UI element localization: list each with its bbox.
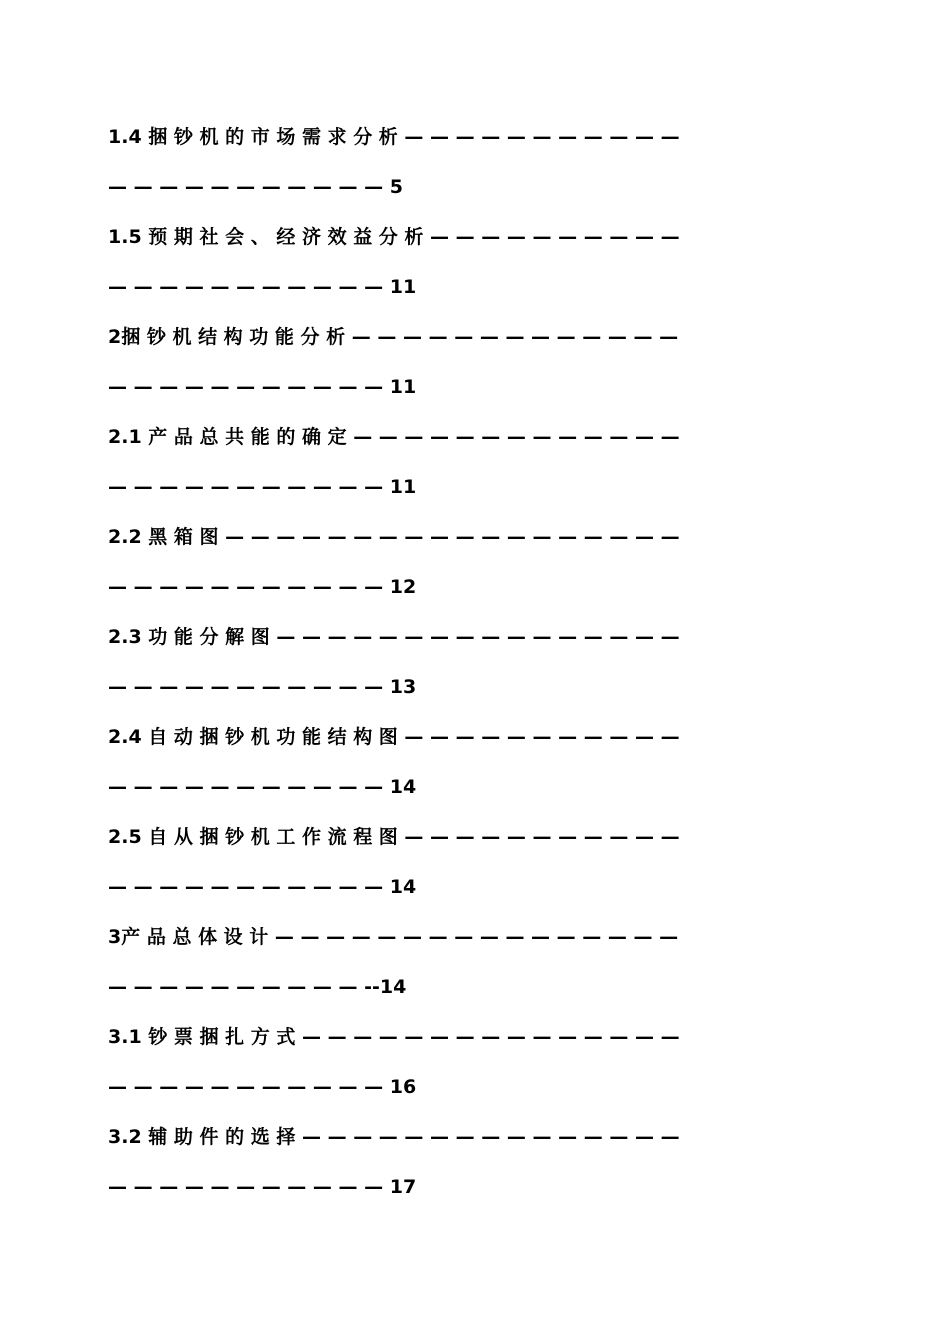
toc-entry-title-line: 1.5 预 期 社 会 、 经 济 效 益 分 析 — — — — — — — — — — xyxy=(108,226,680,248)
toc-entry-title-line: 2.2 黑 箱 图 — — — — — — — — — — — — — — — — — — xyxy=(108,526,680,548)
toc-entry-title-line: 3.2 辅 助 件 的 选 择 — — — — — — — — — — — — — — — xyxy=(108,1126,680,1148)
toc-entry[interactable] xyxy=(108,412,830,512)
toc-entry-title-line: 2捆 钞 机 结 构 功 能 分 析 — — — — — — — — — — — — — xyxy=(108,326,679,348)
toc-entry-page-line: — — — — — — — — — — — 11 xyxy=(108,476,417,498)
toc-entry[interactable] xyxy=(108,1012,830,1112)
toc-entry[interactable] xyxy=(108,312,830,412)
toc-entry-title-line: 3产 品 总 体 设 计 — — — — — — — — — — — — — — — — xyxy=(108,926,679,948)
toc-entry[interactable] xyxy=(108,1112,830,1212)
toc-entry-page-line: — — — — — — — — — — — 12 xyxy=(108,576,417,598)
toc-entry-page-line: — — — — — — — — — — — 17 xyxy=(108,1176,417,1198)
toc-entry-title-line: 2.4 自 动 捆 钞 机 功 能 结 构 图 — — — — — — — — — — — xyxy=(108,726,680,748)
toc-entry[interactable] xyxy=(108,912,830,1012)
toc-entry-page-line: — — — — — — — — — — — 14 xyxy=(108,876,417,898)
toc-entry-page-line: — — — — — — — — — — — 11 xyxy=(108,376,417,398)
toc-entry-title-line: 2.5 自 从 捆 钞 机 工 作 流 程 图 — — — — — — — — — — — xyxy=(108,826,680,848)
toc-entry[interactable] xyxy=(108,812,830,912)
toc-entry[interactable] xyxy=(108,212,830,312)
toc-entry-page-line: — — — — — — — — — — — 5 xyxy=(108,176,403,198)
toc-entry-page-line: — — — — — — — — — — — 11 xyxy=(108,276,417,298)
table-of-contents xyxy=(108,112,830,1212)
toc-entry-page-line: — — — — — — — — — — — 16 xyxy=(108,1076,417,1098)
toc-entry[interactable] xyxy=(108,112,830,212)
toc-entry-title-line: 3.1 钞 票 捆 扎 方 式 — — — — — — — — — — — — — — — xyxy=(108,1026,680,1048)
toc-entry-page-line: — — — — — — — — — — — 13 xyxy=(108,676,417,698)
toc-entry-title-line: 2.1 产 品 总 共 能 的 确 定 — — — — — — — — — — — — — xyxy=(108,426,680,448)
toc-entry-title-line: 2.3 功 能 分 解 图 — — — — — — — — — — — — — — — — xyxy=(108,626,680,648)
toc-entry[interactable] xyxy=(108,512,830,612)
toc-entry-page-line: — — — — — — — — — — — 14 xyxy=(108,776,417,798)
toc-entry[interactable] xyxy=(108,612,830,712)
toc-entry[interactable] xyxy=(108,712,830,812)
toc-entry-page-line: — — — — — — — — — — --14 xyxy=(108,976,407,998)
toc-entry-title-line: 1.4 捆 钞 机 的 市 场 需 求 分 析 — — — — — — — — — — — xyxy=(108,126,680,148)
